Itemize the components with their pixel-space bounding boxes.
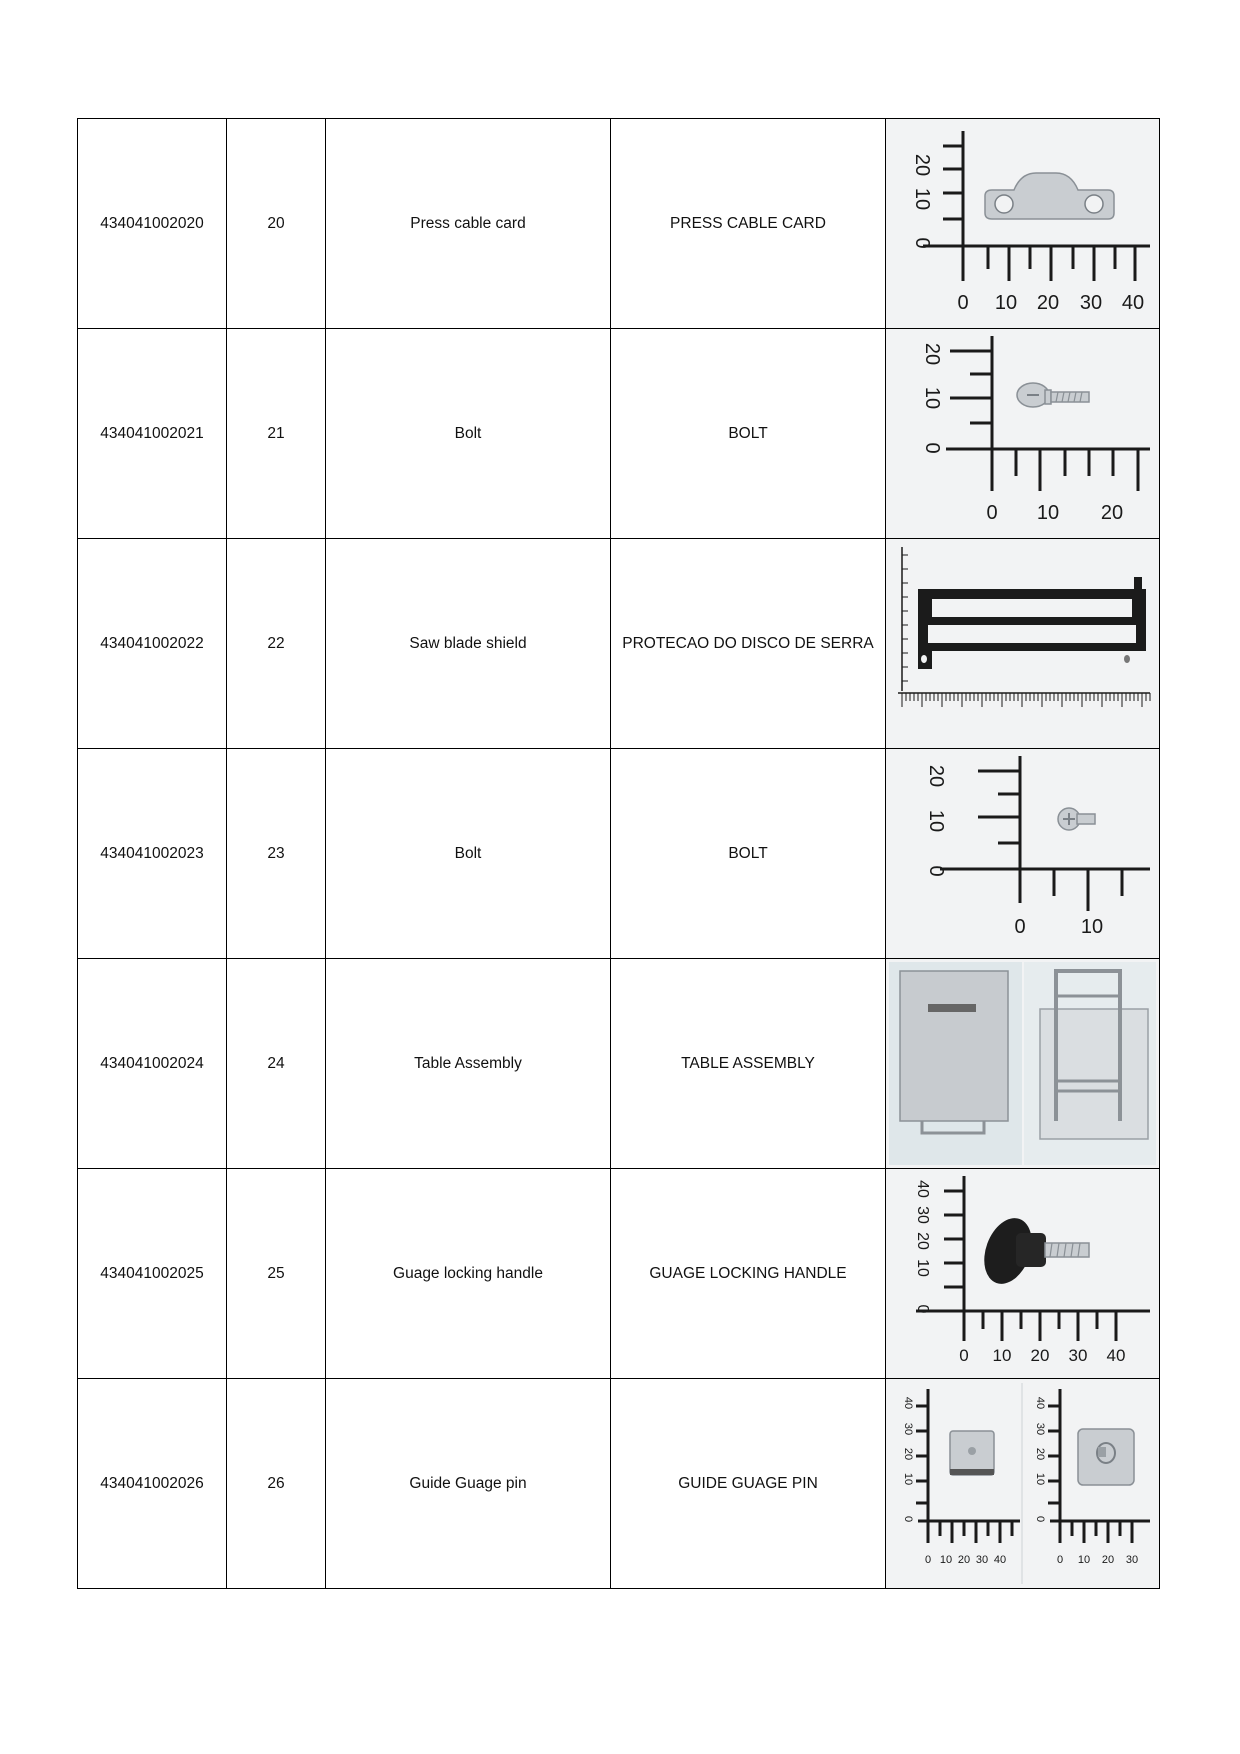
scale-x-label: 20: [1101, 1554, 1115, 1566]
scale-y-label: 20: [925, 764, 947, 788]
part-photo-cell: [886, 1169, 1160, 1379]
part-name-alt: GUIDE GUAGE PIN: [611, 1379, 886, 1589]
scale-y-label: 10: [902, 1472, 914, 1486]
scale-x-label: 10: [992, 1346, 1012, 1365]
scale-y-label: 20: [1034, 1447, 1046, 1461]
part-name: Guide Guage pin: [326, 1379, 611, 1589]
scale-y-label: 10: [925, 809, 947, 833]
scale-x-label: 10: [994, 292, 1018, 314]
part-number: 23: [227, 749, 326, 959]
bolt-photo: [888, 751, 1157, 956]
scale-y-label: 0: [925, 865, 947, 877]
scale-x-label: 20: [957, 1554, 971, 1566]
part-name-alt: TABLE ASSEMBLY: [611, 959, 886, 1169]
part-code: 434041002022: [78, 539, 227, 749]
scale-y-label: 20: [921, 342, 943, 366]
scale-y-label: 20: [911, 153, 933, 177]
part-photo-cell: [886, 749, 1160, 959]
scale-x-label: 30: [1125, 1554, 1139, 1566]
scale-y-label: 30: [1034, 1422, 1046, 1436]
part-code: 434041002026: [78, 1379, 227, 1589]
part-name: Saw blade shield: [326, 539, 611, 749]
table-row: [78, 539, 1160, 749]
scale-x-label: 10: [939, 1554, 953, 1566]
saw-blade-shield-photo: [888, 541, 1157, 746]
part-name-alt: BOLT: [611, 329, 886, 539]
part-number: 24: [227, 959, 326, 1169]
part-number: 26: [227, 1379, 326, 1589]
scale-y-label: 30: [914, 1206, 931, 1224]
part-code: 434041002024: [78, 959, 227, 1169]
part-code: 434041002025: [78, 1169, 227, 1379]
scale-x-label: 20: [1030, 1346, 1050, 1365]
part-photo-cell: [886, 959, 1160, 1169]
scale-x-label: 0: [957, 292, 969, 314]
scale-y-label: 0: [902, 1515, 914, 1523]
table-row: [78, 1169, 1160, 1379]
scale-x-label: 10: [1036, 502, 1060, 524]
part-name-alt: BOLT: [611, 749, 886, 959]
part-name: Press cable card: [326, 119, 611, 329]
scale-x-label: 20: [1100, 502, 1124, 524]
scale-x-label: 0: [1014, 916, 1026, 938]
scale-y-label: 0: [921, 442, 943, 454]
scale-x-label: 40: [1121, 292, 1145, 314]
table-assembly-photo: [888, 961, 1157, 1166]
scale-y-label: 20: [902, 1447, 914, 1461]
part-name: Table Assembly: [326, 959, 611, 1169]
scale-x-label: 40: [993, 1554, 1007, 1566]
bolt-photo: [888, 331, 1157, 536]
table-row: [78, 959, 1160, 1169]
scale-y-label: 40: [1034, 1396, 1046, 1410]
scale-x-label: 0: [986, 502, 998, 524]
scale-y-label: 0: [914, 1304, 931, 1314]
part-name-alt: PRESS CABLE CARD: [611, 119, 886, 329]
part-number: 21: [227, 329, 326, 539]
scale-x-label: 30: [975, 1554, 989, 1566]
part-photo-cell: [886, 119, 1160, 329]
scale-y-label: 30: [902, 1422, 914, 1436]
part-number: 25: [227, 1169, 326, 1379]
part-photo-cell: [886, 1379, 1160, 1589]
scale-y-label: 20: [914, 1232, 931, 1250]
scale-x-label: 0: [1056, 1554, 1064, 1566]
part-name-alt: GUAGE LOCKING HANDLE: [611, 1169, 886, 1379]
part-photo-cell: [886, 539, 1160, 749]
scale-y-label: 10: [914, 1259, 931, 1277]
table-row: [78, 1379, 1160, 1589]
part-name-alt: PROTECAO DO DISCO DE SERRA: [611, 539, 886, 749]
part-code: 434041002021: [78, 329, 227, 539]
part-code: 434041002023: [78, 749, 227, 959]
part-code: 434041002020: [78, 119, 227, 329]
scale-x-label: 0: [924, 1554, 932, 1566]
part-number: 20: [227, 119, 326, 329]
parts-table: [77, 118, 1160, 1589]
scale-x-label: 10: [1077, 1554, 1091, 1566]
scale-y-label: 40: [914, 1180, 931, 1198]
part-name: Bolt: [326, 749, 611, 959]
scale-x-label: 10: [1080, 916, 1104, 938]
part-number: 22: [227, 539, 326, 749]
scale-x-label: 0: [959, 1346, 969, 1365]
part-name: Guage locking handle: [326, 1169, 611, 1379]
guage-locking-handle-photo: [888, 1171, 1157, 1376]
guide-guage-pin-photo: [888, 1381, 1157, 1586]
table-row: [78, 749, 1160, 959]
part-photo-cell: [886, 329, 1160, 539]
scale-y-label: 10: [911, 187, 933, 211]
table-row: [78, 329, 1160, 539]
scale-y-label: 10: [921, 386, 943, 410]
table-row: [78, 119, 1160, 329]
scale-x-label: 30: [1068, 1346, 1088, 1365]
scale-y-label: 10: [1034, 1472, 1046, 1486]
scale-x-label: 40: [1106, 1346, 1126, 1365]
part-name: Bolt: [326, 329, 611, 539]
scale-y-label: 40: [902, 1396, 914, 1410]
scale-x-label: 20: [1036, 292, 1060, 314]
scale-y-label: 0: [1034, 1515, 1046, 1523]
press-cable-card-photo: [888, 121, 1157, 326]
scale-x-label: 30: [1079, 292, 1103, 314]
scale-y-label: 0: [911, 237, 933, 249]
